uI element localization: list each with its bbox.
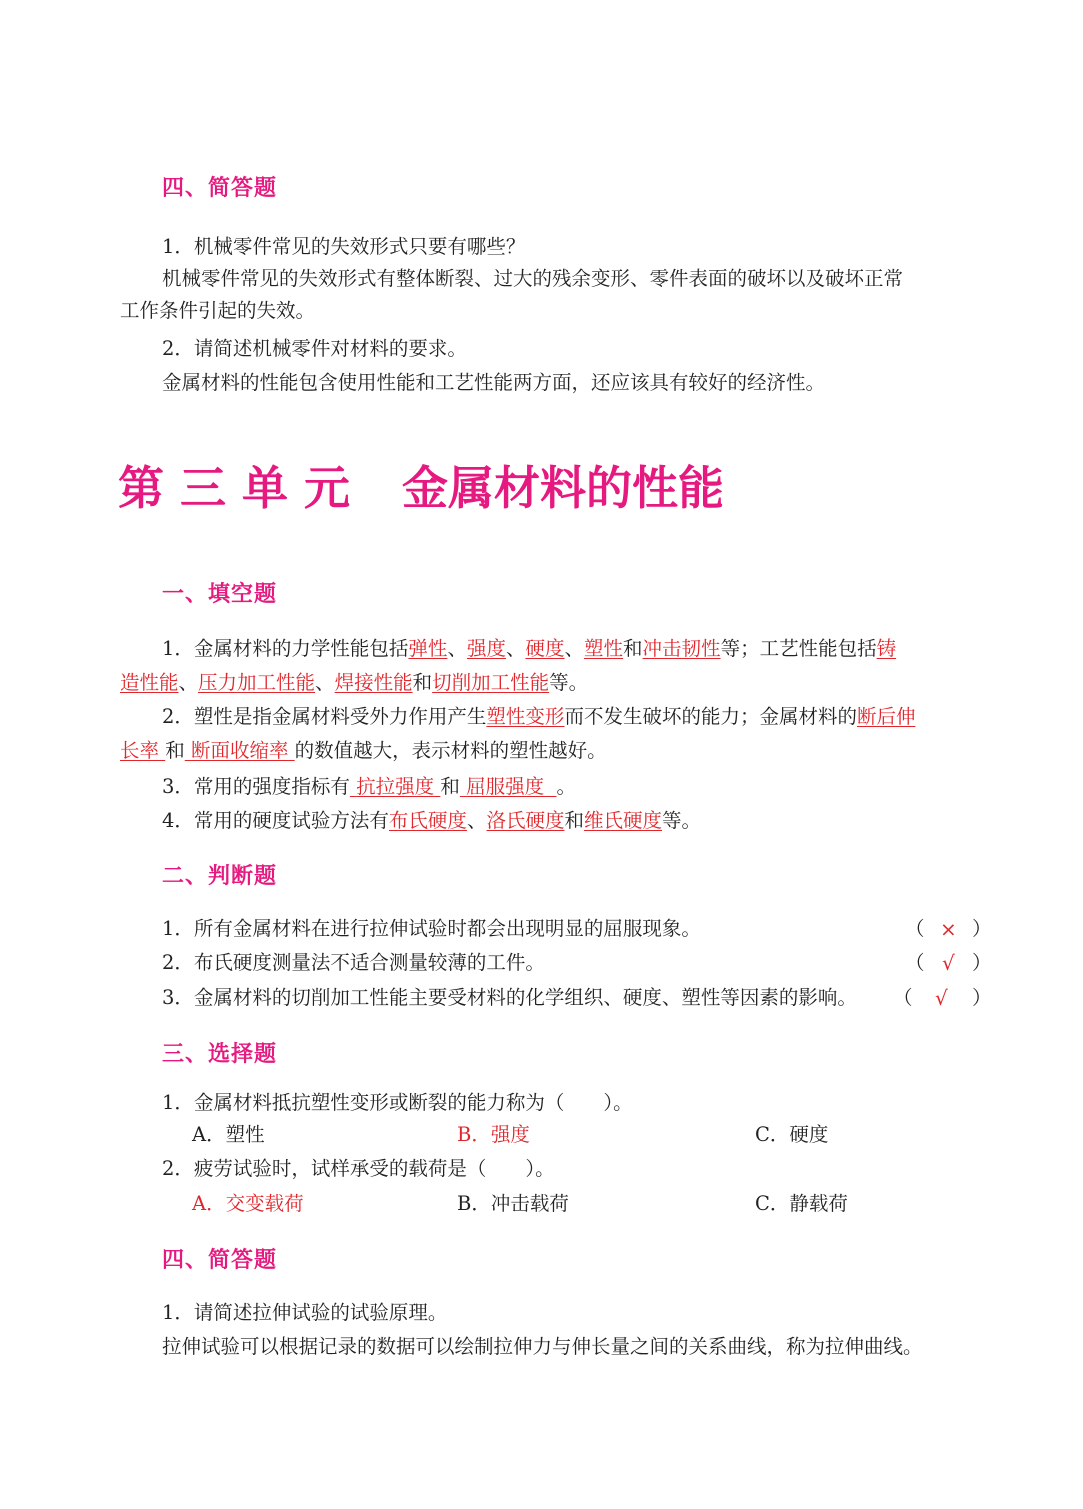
judge-question-3: 3．金属材料的切削加工性能主要受材料的化学组织、硬度、塑性等因素的影响。: [162, 986, 857, 1009]
fill-question-2-line-1: 2．塑性是指金属材料受外力作用产生塑性变形而不发生破坏的能力；金属材料的断后伸: [162, 705, 916, 728]
question-text: 1．机械零件常见的失效形式只要有哪些？: [162, 235, 526, 258]
answer-text: 工作条件引起的失效。: [120, 299, 316, 322]
option-a: A．塑性: [192, 1123, 265, 1146]
option-b: B．冲击载荷: [457, 1192, 569, 1215]
blank-answer: 断面收缩率: [190, 739, 289, 762]
answer-text: 拉伸试验可以根据记录的数据可以绘制拉伸力与伸长量之间的关系曲线，称为拉伸曲线。: [162, 1335, 923, 1358]
blank-answer: 维氏硬度: [583, 809, 662, 832]
option-c: C．静载荷: [755, 1192, 848, 1215]
choice-question-2: 2．疲劳试验时，试样承受的载荷是（ ）。: [162, 1157, 555, 1180]
fill-question-2-line-2: 长率 和 断面收缩率 的数值越大，表示材料的塑性越好。: [120, 739, 607, 762]
fill-question-3: 3．常用的强度指标有 抗拉强度 和 屈服强度 。: [162, 775, 576, 798]
question-text: 2．请简述机械零件对材料的要求。: [162, 337, 467, 360]
blank-answer: 抗拉强度: [356, 775, 435, 798]
blank-answer: 造性能: [120, 671, 179, 694]
blank-answer: 焊接性能: [334, 671, 413, 694]
judge-question-2: 2．布氏硬度测量法不适合测量较薄的工件。: [162, 951, 545, 974]
blank-answer: 冲击韧性: [642, 637, 721, 660]
option-a-correct: A．交变载荷: [192, 1192, 304, 1215]
blank-answer: 屈服强度: [466, 775, 545, 798]
blank-answer: 切削加工性能: [432, 671, 550, 694]
section-heading-multiple-choice: 三、选择题: [162, 1041, 278, 1067]
blank-answer: 塑性: [584, 637, 624, 660]
blank-answer: 弹性: [408, 637, 448, 660]
paren-close: ）: [972, 951, 992, 974]
answer-text: 金属材料的性能包含使用性能和工艺性能两方面，还应该具有较好的经济性。: [162, 371, 826, 394]
paren-open: （: [905, 917, 925, 940]
paren-close: ）: [972, 917, 992, 940]
section-heading-true-false: 二、判断题: [162, 863, 278, 889]
paren-open: （: [905, 951, 925, 974]
fill-question-1-line-1: 1．金属材料的力学性能包括弹性、强度、硬度、塑性和冲击韧性等；工艺性能包括铸: [162, 637, 897, 660]
blank-answer: 塑性变形: [486, 705, 565, 728]
blank-answer: 长率: [120, 739, 160, 762]
choice-question-1: 1．金属材料抵抗塑性变形或断裂的能力称为（ ）。: [162, 1091, 633, 1114]
chapter-title: [118, 458, 724, 518]
blank-answer: 压力加工性能: [198, 671, 316, 694]
blank-answer: 洛氏硬度: [486, 809, 565, 832]
judge-question-1: 1．所有金属材料在进行拉伸试验时都会出现明显的屈服现象。: [162, 917, 701, 940]
fill-question-1-line-2: 造性能、压力加工性能、焊接性能和切削加工性能等。: [120, 671, 589, 694]
blank-answer: 强度: [466, 637, 506, 660]
check-mark-icon: √: [935, 986, 948, 1010]
paren-close: ）: [972, 986, 992, 1009]
cross-mark-icon: ×: [940, 917, 957, 941]
fill-question-4: 4．常用的硬度试验方法有布氏硬度、洛氏硬度和维氏硬度等。: [162, 809, 702, 832]
blank-answer: 布氏硬度: [388, 809, 467, 832]
option-b-correct: B．强度: [457, 1123, 530, 1146]
question-text: 1．请简述拉伸试验的试验原理。: [162, 1301, 448, 1324]
section-heading-fill-blank: 一、填空题: [162, 581, 278, 607]
section-heading-short-answer-prev: 四、简答题: [162, 175, 278, 201]
blank-answer: 硬度: [525, 637, 565, 660]
answer-text: 机械零件常见的失效形式有整体断裂、过大的残余变形、零件表面的破坏以及破坏正常: [162, 267, 904, 290]
check-mark-icon: √: [942, 951, 955, 975]
chapter-name: 金属材料的性能: [402, 461, 724, 515]
section-heading-short-answer: 四、简答题: [162, 1247, 278, 1273]
paren-open: （: [893, 986, 913, 1009]
option-c: C．硬度: [755, 1123, 829, 1146]
blank-answer: 铸: [876, 637, 897, 660]
chapter-number: 第三单元: [118, 461, 366, 515]
blank-answer: 断后伸: [856, 705, 916, 728]
